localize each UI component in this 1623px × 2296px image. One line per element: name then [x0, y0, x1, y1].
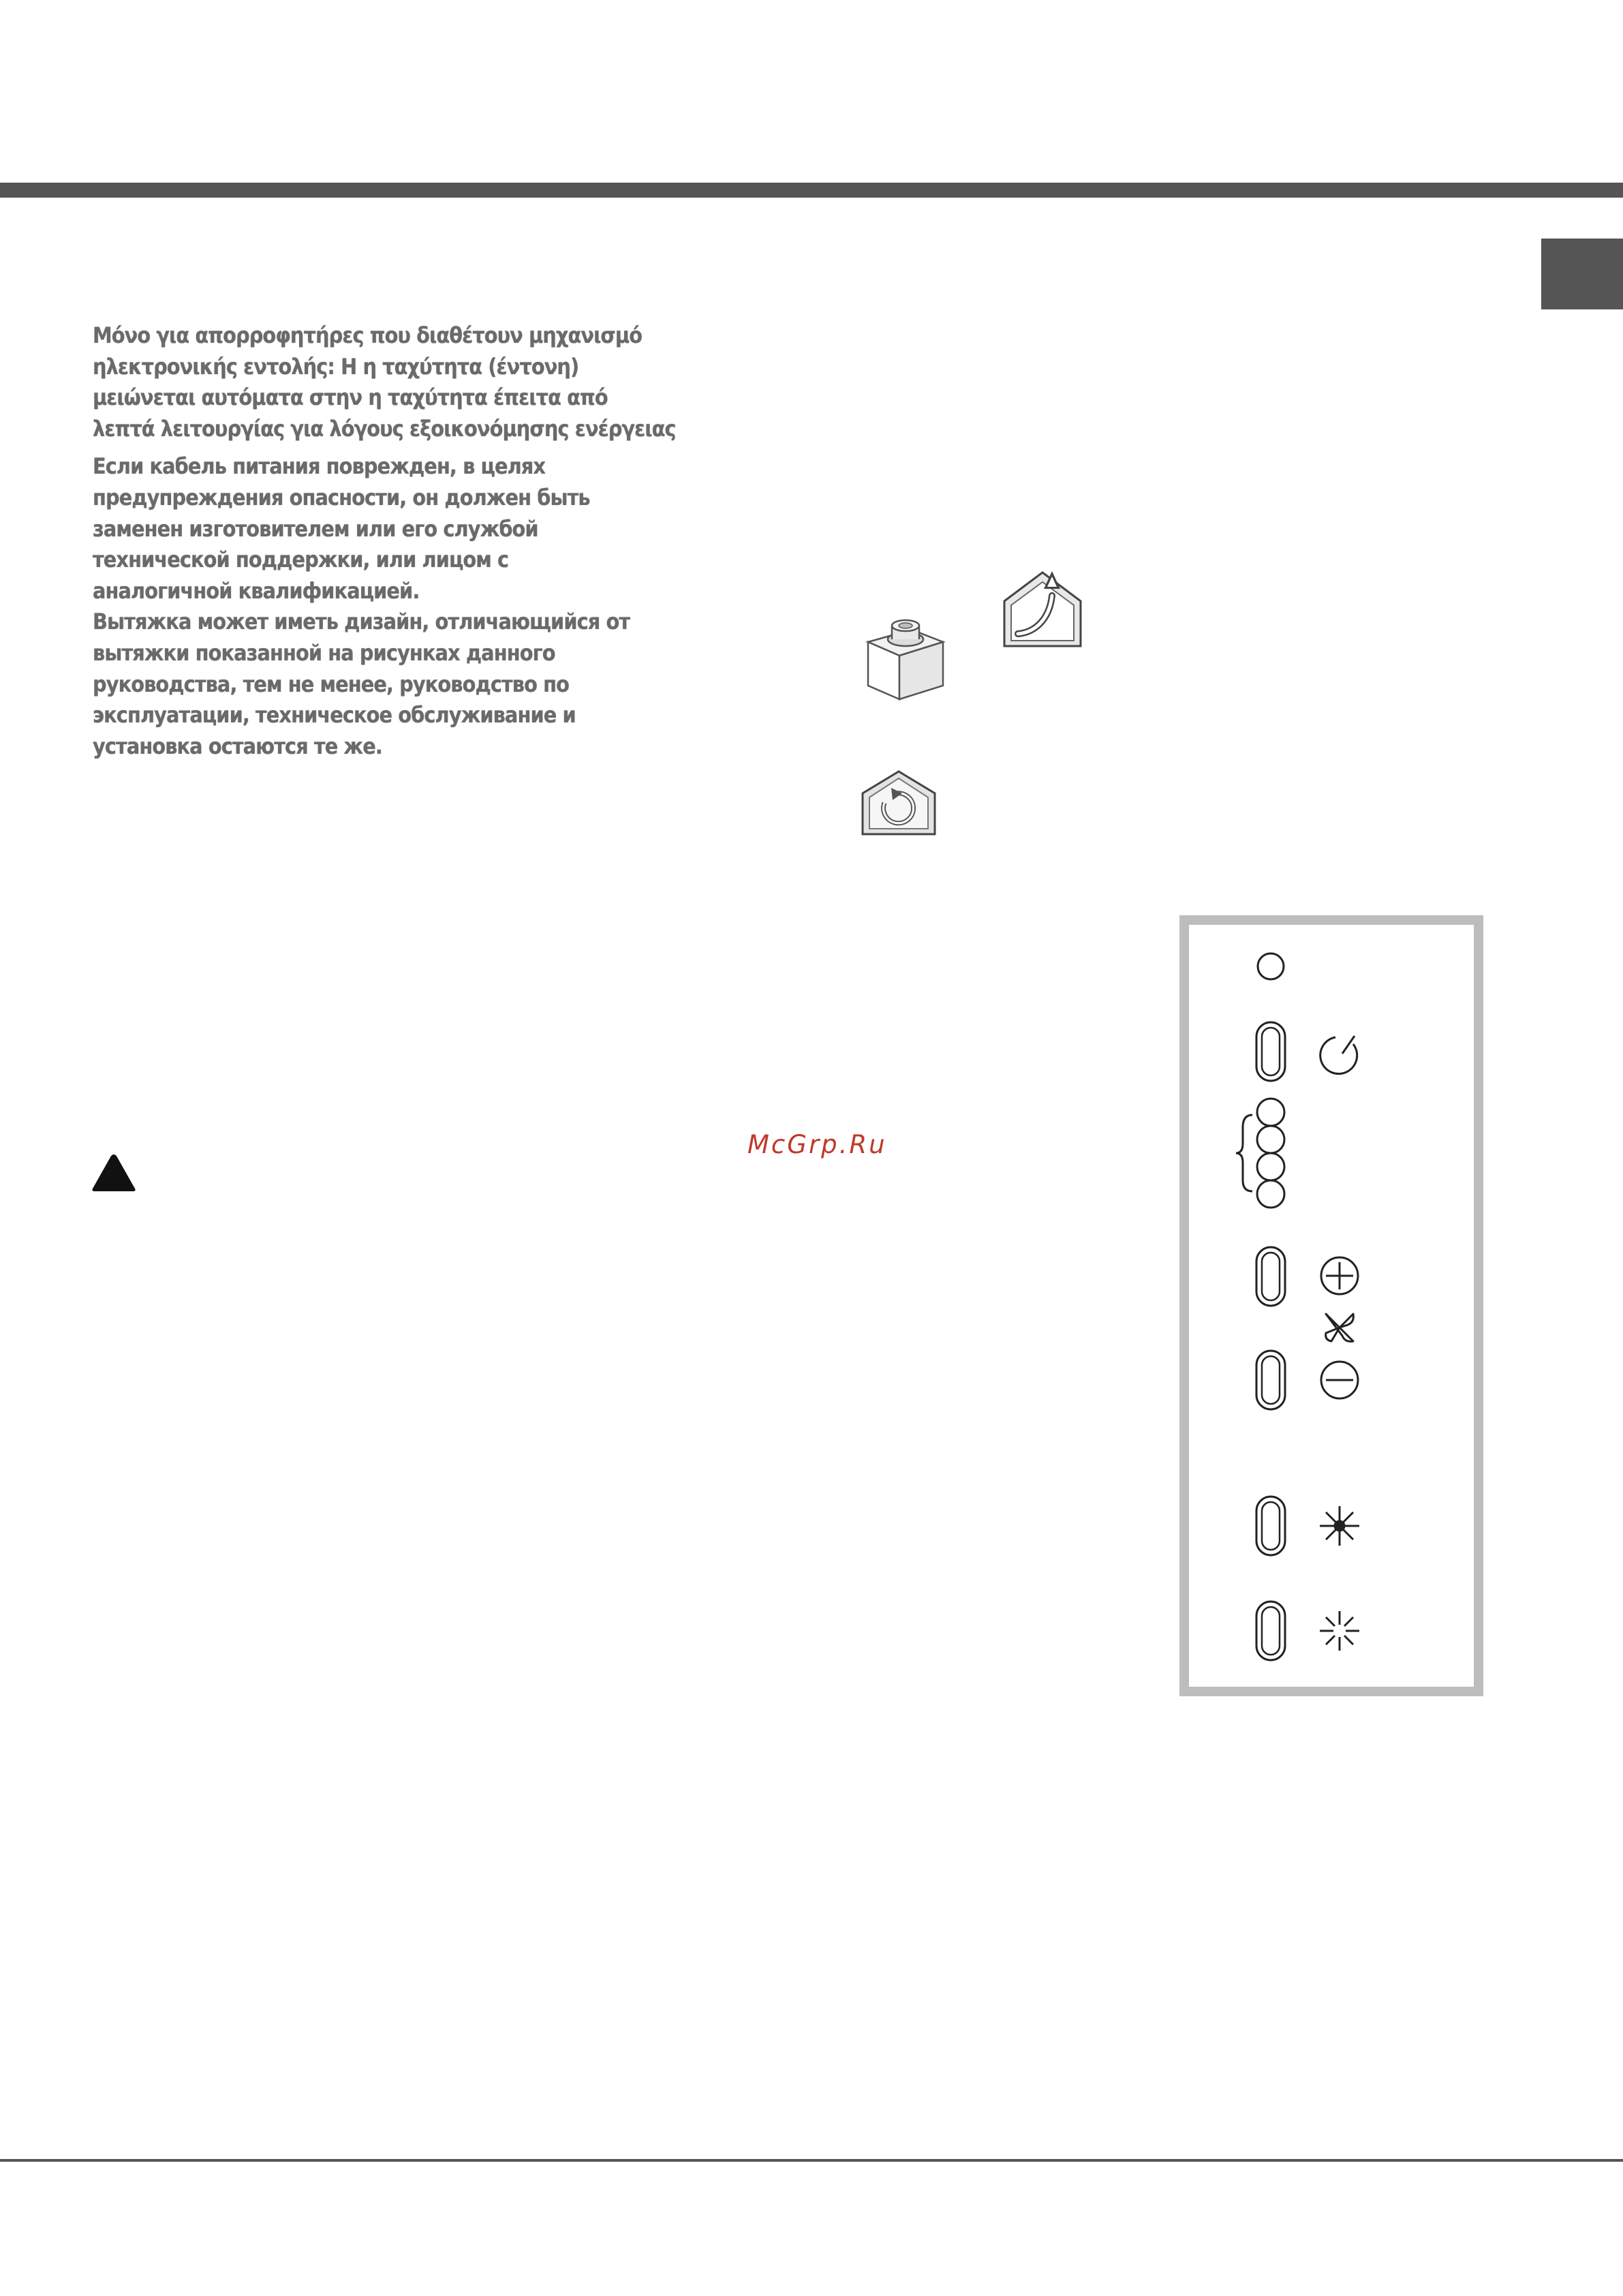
light-on-button[interactable] [1256, 1497, 1285, 1555]
timer-button[interactable] [1256, 1022, 1285, 1081]
russian-note-line: технической поддержки, или лицом с [93, 547, 509, 573]
russian-note-line: Вытяжка может иметь дизайн, отличающийся от [93, 609, 630, 635]
greek-note-line: μειώνεται αυτόματα στην η ταχύτητα έπειτα από [93, 384, 608, 411]
footer-rule [0, 2159, 1623, 2162]
russian-note-line: эксплуатации, техническое обслуживание и [93, 702, 576, 729]
notes-text-block [93, 320, 706, 762]
carbon-filter-box-icon [863, 615, 948, 703]
greek-note-line: λεπτά λειτουργίας για λόγους εξοικονόμησης ενέργειας [93, 415, 676, 442]
watermark: McGrp.Ru [747, 1130, 887, 1159]
speed-led [1257, 1126, 1284, 1153]
greek-note-line: ηλεκτρονικής εντολής: Η η ταχύτητα (έντονη) [93, 353, 579, 380]
house-exhaust-icon [995, 568, 1090, 649]
russian-note-line: заменен изготовителем или его службой [93, 515, 538, 542]
warning-triangle-icon [90, 1152, 138, 1194]
speed-led [1257, 1180, 1284, 1208]
russian-note-line: предупреждения опасности, он должен быть [93, 484, 590, 510]
russian-note-line: вытяжки показанной на рисунках данного [93, 639, 555, 666]
speed-plus-button[interactable] [1256, 1247, 1285, 1306]
russian-note-line: Если кабель питания поврежден, в целях [93, 453, 546, 480]
speed-led [1257, 1153, 1284, 1180]
minus-icon [1321, 1362, 1358, 1398]
russian-note-line: руководства, тем не менее, руководство по [93, 671, 569, 697]
language-tab [1541, 239, 1623, 309]
russian-note-line: установка остаются те же. [93, 733, 382, 759]
russian-note-line: аналогичной квалификацией. [93, 577, 420, 604]
greek-note-line: Μόνο για απορροφητήρες που διαθέτουν μηχανισμό [93, 322, 643, 348]
header-rule [0, 183, 1623, 198]
speed-minus-button[interactable] [1256, 1351, 1285, 1409]
light-off-button[interactable] [1256, 1602, 1285, 1660]
power-led [1258, 953, 1284, 979]
speed-led [1257, 1099, 1284, 1126]
house-recirculation-icon [857, 769, 940, 837]
plus-icon [1321, 1257, 1358, 1294]
control-panel [1179, 915, 1484, 1697]
